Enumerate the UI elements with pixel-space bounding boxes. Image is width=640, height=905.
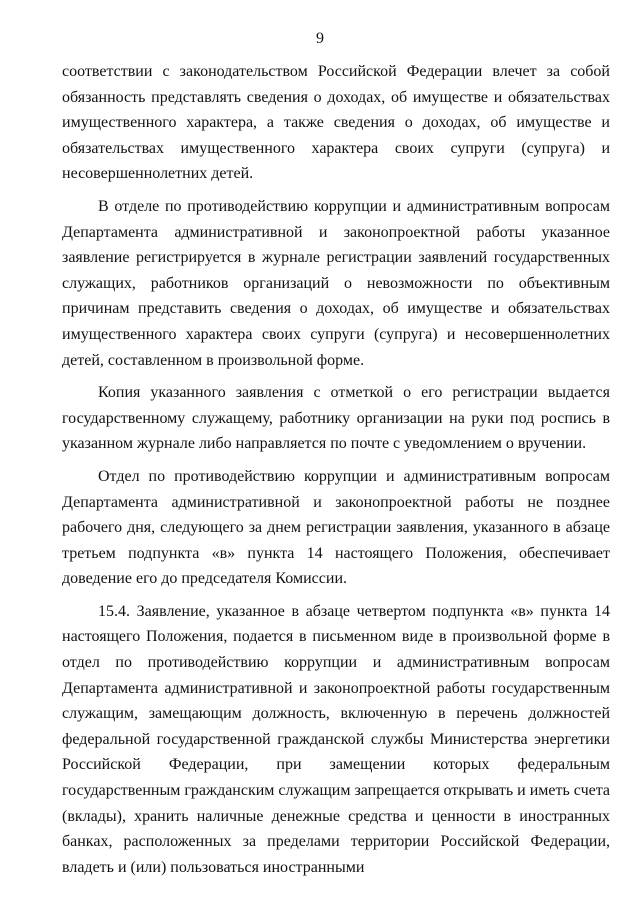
document-body bbox=[62, 59, 610, 887]
paragraph-copy-issuance: Копия указанного заявления с отметкой о его регистрации выдается государственному служащему, работнику организации на руки под роспись в указанном журнале либо направляется по почте с уведомлением о вручении. bbox=[62, 384, 610, 453]
page-number: 9 bbox=[316, 30, 324, 47]
paragraph-registration: В отделе по противодействию коррупции и административным вопросам Департамента административной и законопроектной работы указанное заявление регистрируется в журнале регистрации заявлений государственных служащих, работников организаций о невозможности по объективным причинам представить сведения о доходах, об имуществе и обязательствах имущественного характера своих супруги (супруга) и несовершеннолетних детей, составленном в произвольной форме. bbox=[62, 197, 610, 369]
paragraph-commission-notice: Отдел по противодействию коррупции и административным вопросам Департамента административной и законопроектной работы не позднее рабочего дня, следующего за днем регистрации заявления, указанного в абзаце третьем подпункта «в» пункта 14 настоящего Положения, обеспечивает доведение его до председателя Комиссии. bbox=[62, 467, 610, 588]
paragraph-continuation: соответствии с законодательством Российской Федерации влечет за собой обязанность представлять сведения о доходах, об имуществе и обязательствах имущественного характера, а также сведения о доходах, об имуществе и обязательствах имущественного характера своих супруги (супруга) и несовершеннолетних детей. bbox=[62, 63, 610, 183]
paragraph-15-4: 15.4. Заявление, указанное в абзаце четвертом подпункта «в» пункта 14 настоящего Положения, подается в письменном виде в произвольной форме в отдел по противодействию коррупции и административным вопросам Департамента административной и законопроектной работы государственным служащим, замещающим должность, включенную в перечень должностей федеральной государственной гражданской службы Министерства энергетики Российской Федерации, при замещении которых федеральным государственным гражданским служащим запрещается открывать и иметь счета (вклады), хранить наличные денежные средства и ценности в иностранных банках, расположенных за пределами территории Российской Федерации, владеть и (или) пользоваться иностранными bbox=[62, 602, 610, 876]
